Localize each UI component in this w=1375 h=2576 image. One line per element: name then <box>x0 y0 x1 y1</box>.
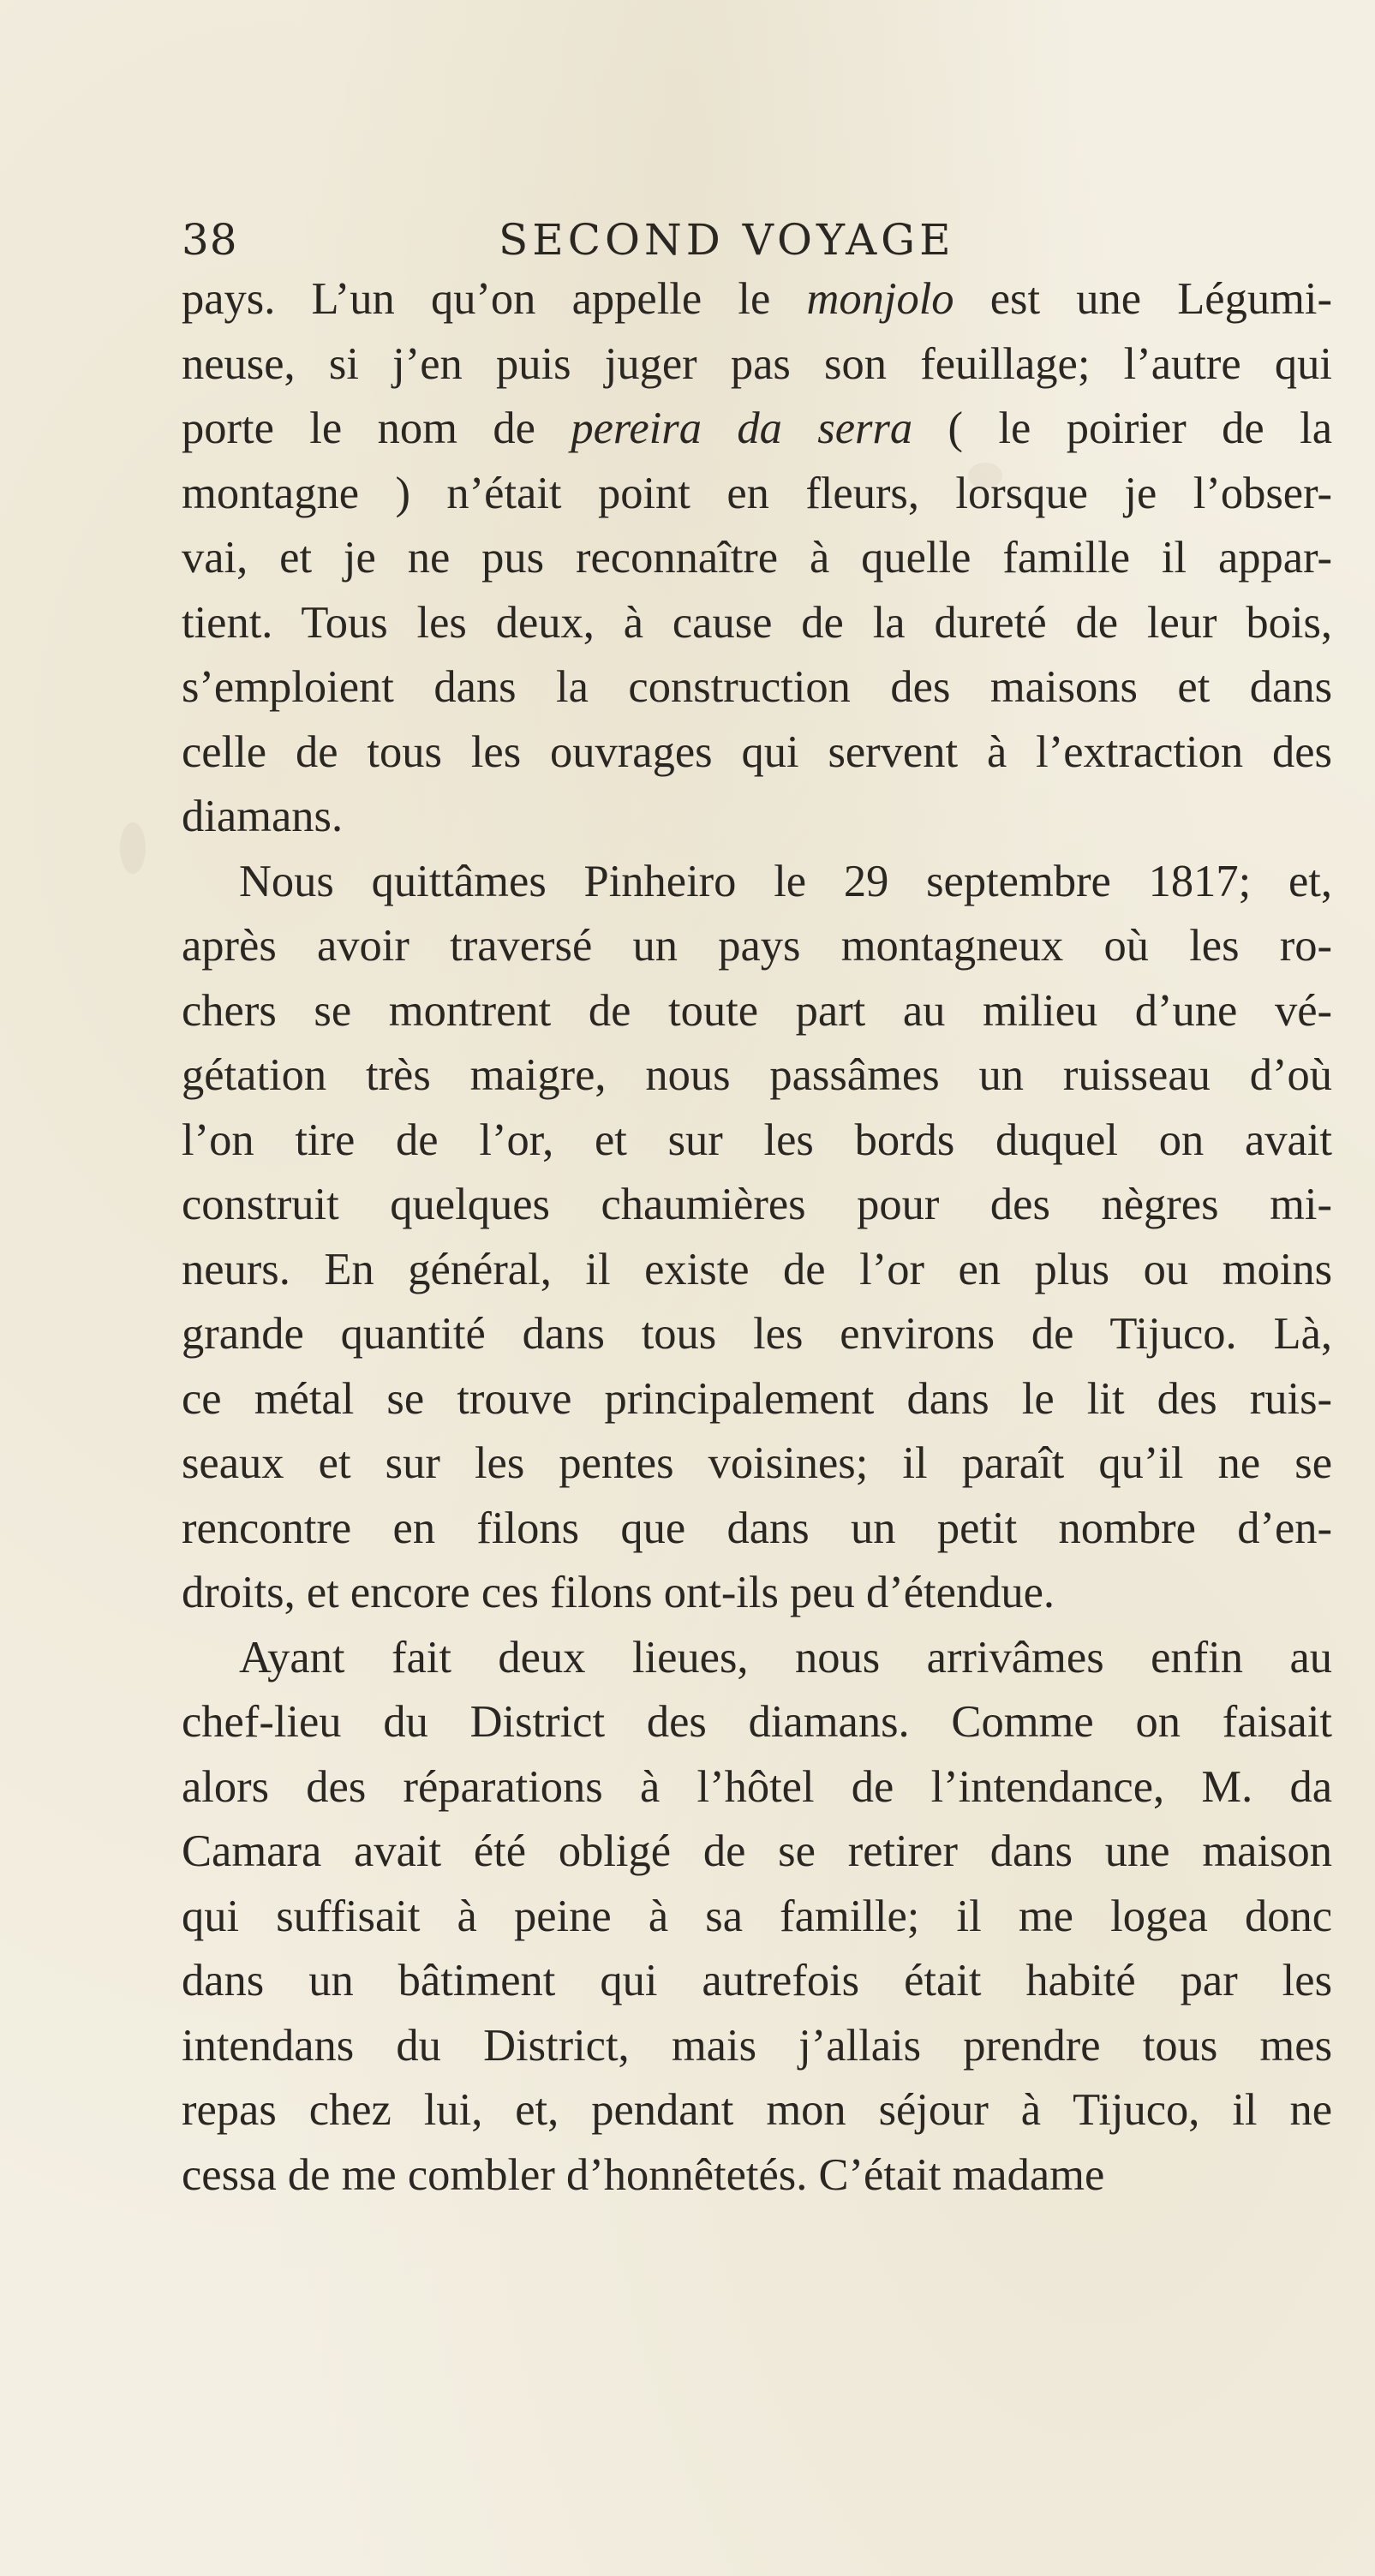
text-segment: ( le poirier de la <box>912 403 1332 453</box>
text-line <box>182 1690 1332 1755</box>
text-line <box>182 1497 1332 1562</box>
text-line <box>182 397 1332 462</box>
text-segment: porte le nom de <box>182 403 571 453</box>
text-line <box>182 655 1332 720</box>
text-segment: grande quantité dans tous les environs de Tijuco. Là, <box>182 1309 1332 1359</box>
text-line <box>182 1626 1332 1691</box>
text-segment: chef-lieu du District des diamans. Comme on faisait <box>182 1697 1332 1747</box>
text-line <box>182 979 1332 1044</box>
text-segment: Nous quittâmes Pinheiro le 29 septembre 1817; et, <box>239 856 1332 906</box>
text-line <box>182 720 1332 786</box>
text-line <box>182 1755 1332 1820</box>
text-line <box>182 591 1332 656</box>
text-segment: après avoir traversé un pays montagneux où les ro- <box>182 921 1332 971</box>
text-line <box>182 2143 1332 2208</box>
page-header <box>182 206 1038 274</box>
body-text <box>182 267 1332 2208</box>
text-line <box>182 914 1332 979</box>
text-segment: repas chez lui, et, pendant mon séjour à Tijuco, il ne <box>182 2085 1332 2135</box>
text-line <box>182 1431 1332 1497</box>
paper-stain <box>120 822 146 874</box>
text-segment: tient. Tous les deux, à cause de la dureté de leur bois, <box>182 597 1332 648</box>
text-segment: pays. L’un qu’on appelle le <box>182 274 807 324</box>
text-line <box>182 1302 1332 1367</box>
text-segment: chers se montrent de toute part au milieu d’une vé- <box>182 985 1332 1036</box>
text-segment: neurs. En général, il existe de l’or en plus ou moins <box>182 1244 1332 1294</box>
text-segment: gétation très maigre, nous passâmes un ruisseau d’où <box>182 1050 1332 1100</box>
text-line <box>182 2078 1332 2143</box>
running-head: SECOND VOYAGE <box>499 215 955 265</box>
paragraph <box>182 1626 1332 2208</box>
text-line <box>182 462 1332 527</box>
text-segment: diamans. <box>182 792 344 841</box>
text-segment: droits, et encore ces filons ont-ils peu d’étendue. <box>182 1568 1055 1617</box>
paragraph <box>182 850 1332 1626</box>
text-line <box>182 1885 1332 1950</box>
text-line <box>182 850 1332 915</box>
text-segment: neuse, si j’en puis juger pas son feuillage; l’autre qui <box>182 338 1332 389</box>
page-number: 38 <box>182 215 238 265</box>
text-segment: s’emploient dans la construction des maisons et dans <box>182 662 1332 712</box>
text-line <box>182 2014 1332 2079</box>
italic-term: monjolo <box>806 274 954 324</box>
text-segment: rencontre en filons que dans un petit nombre d’en- <box>182 1503 1332 1553</box>
text-line <box>182 785 1332 850</box>
text-line <box>182 526 1332 591</box>
text-segment: montagne ) n’était point en fleurs, lorsque je l’obser- <box>182 468 1332 518</box>
text-segment: construit quelques chaumières pour des nègres mi- <box>182 1180 1332 1229</box>
text-segment: dans un bâtiment qui autrefois était habité par les <box>182 1956 1332 2005</box>
text-line <box>182 1238 1332 1303</box>
text-segment: Ayant fait deux lieues, nous arrivâmes enfin au <box>239 1632 1332 1682</box>
paragraph <box>182 267 1332 850</box>
text-line <box>182 332 1332 397</box>
text-segment: est une Légumi- <box>954 274 1332 324</box>
text-segment: Camara avait été obligé de se retirer dans une maison <box>182 1826 1332 1876</box>
text-segment: cessa de me combler d’honnêtetés. C’était madame <box>182 2149 1105 2200</box>
text-line <box>182 1949 1332 2014</box>
text-line <box>182 1561 1332 1626</box>
text-segment: l’on tire de l’or, et sur les bords duquel on avait <box>182 1115 1332 1165</box>
text-segment: celle de tous les ouvrages qui servent à l’extraction des <box>182 726 1332 777</box>
text-line <box>182 1043 1332 1109</box>
text-segment: seaux et sur les pentes voisines; il paraît qu’il ne se <box>182 1438 1332 1488</box>
text-segment: intendans du District, mais j’allais prendre tous mes <box>182 2020 1332 2071</box>
text-segment: ce métal se trouve principalement dans le lit des ruis- <box>182 1373 1332 1424</box>
text-segment: alors des réparations à l’hôtel de l’intendance, M. da <box>182 1761 1332 1812</box>
text-line <box>182 1820 1332 1885</box>
text-segment: vai, et je ne pus reconnaître à quelle famille il appar- <box>182 533 1332 583</box>
text-line <box>182 267 1332 332</box>
text-line <box>182 1367 1332 1432</box>
text-line <box>182 1109 1332 1174</box>
text-segment: qui suffisait à peine à sa famille; il me logea donc <box>182 1891 1332 1941</box>
text-line <box>182 1173 1332 1238</box>
italic-term: pereira da serra <box>571 403 913 453</box>
